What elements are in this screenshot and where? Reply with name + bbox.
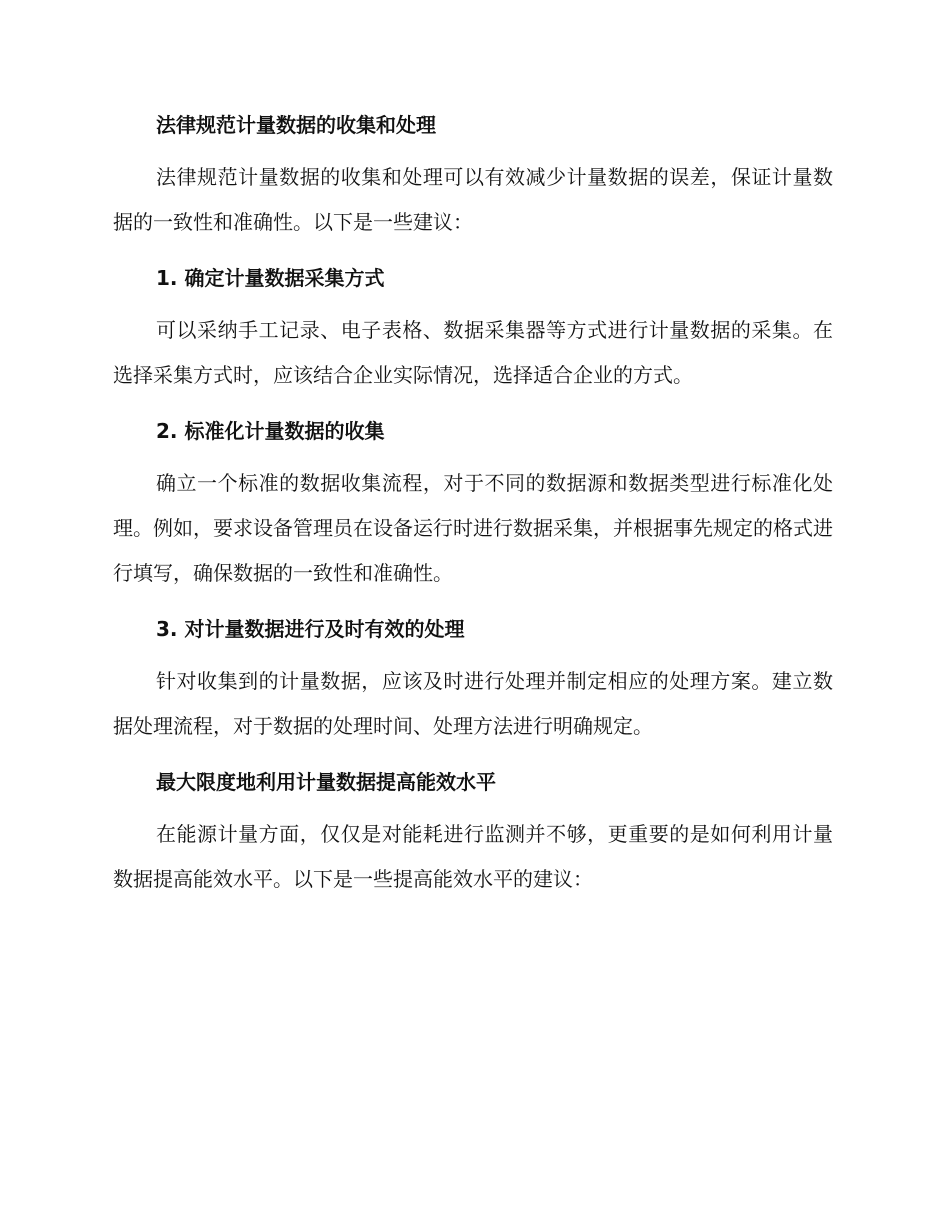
section-paragraph: 确立一个标准的数据收集流程，对于不同的数据源和数据类型进行标准化处理。例如，要求设备管理员在设备运行时进行数据采集，并根据事先规定的格式进行填写，确保数据的一致性和准确性。: [113, 471, 833, 585]
section-paragraph: 可以采纳手工记录、电子表格、数据采集器等方式进行计量数据的采集。在选择采集方式时，应该结合企业实际情况，选择适合企业的方式。: [113, 318, 833, 387]
section-paragraph: 针对收集到的计量数据，应该及时进行处理并制定相应的处理方案。建立数据处理流程，对于数据的处理时间、处理方法进行明确规定。: [113, 669, 833, 738]
section-timely-processing: [113, 614, 833, 767]
section-heading: 1. 确定计量数据采集方式: [156, 266, 385, 290]
document-body: [113, 110, 833, 902]
section-collection-method: [113, 263, 833, 416]
section-heading: 3. 对计量数据进行及时有效的处理: [156, 617, 465, 641]
section-energy-efficiency: [113, 767, 833, 902]
section-heading: 法律规范计量数据的收集和处理: [156, 113, 436, 137]
section-heading: 2. 标准化计量数据的收集: [156, 419, 385, 443]
section-legal-data-handling: [113, 110, 833, 263]
section-heading: 最大限度地利用计量数据提高能效水平: [156, 770, 496, 794]
section-paragraph: 在能源计量方面，仅仅是对能耗进行监测并不够，更重要的是如何利用计量数据提高能效水平。以下是一些提高能效水平的建议：: [113, 822, 833, 891]
section-paragraph: 法律规范计量数据的收集和处理可以有效减少计量数据的误差，保证计量数据的一致性和准确性。以下是一些建议：: [113, 165, 833, 234]
section-standardized-collection: [113, 416, 833, 614]
